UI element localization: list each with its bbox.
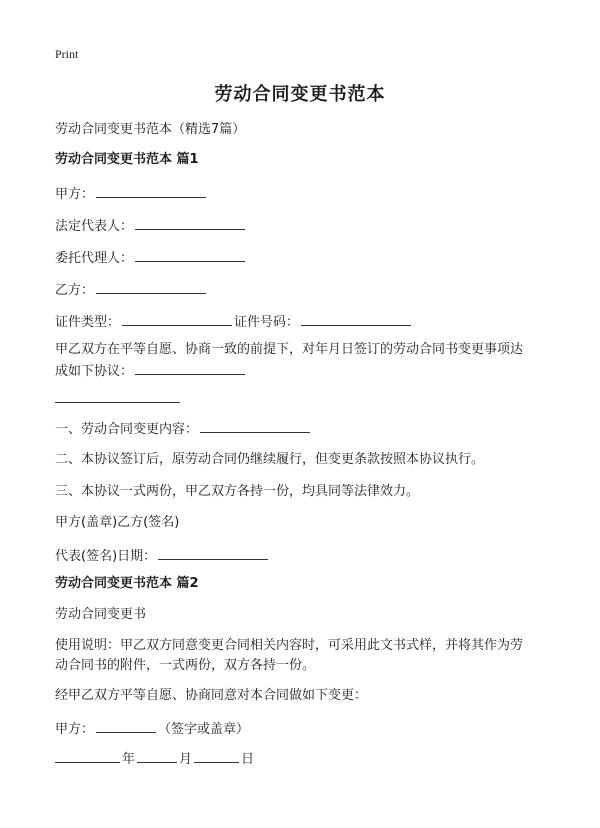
id-type-blank[interactable] [122, 311, 232, 326]
section-1-heading: 劳动合同变更书范本 篇1 [55, 152, 199, 167]
id-number-blank[interactable] [301, 311, 411, 326]
party-a-line [55, 183, 208, 205]
rep-date-label: 代表(签名)日期： [55, 549, 157, 564]
item-1-line [55, 418, 312, 440]
usage-line-1: 使用说明：甲乙双方同意变更合同相关内容时，可采用此文书式样，并将其作为劳 [55, 638, 524, 653]
party-b-label: 乙方： [55, 283, 95, 298]
month-blank[interactable] [137, 748, 177, 763]
print-link[interactable]: Print [55, 47, 79, 61]
party-b-blank[interactable] [96, 279, 206, 294]
intro-blank-2[interactable] [55, 388, 180, 403]
intro-line-2 [55, 360, 247, 382]
sign-line: 甲方(盖章)乙方(签名) [55, 515, 180, 530]
id-number-label: 证件号码： [234, 315, 300, 330]
day-label: 日 [241, 752, 255, 767]
month-label: 月 [179, 752, 193, 767]
section-2-party-a-line [55, 718, 249, 740]
document-title: 劳动合同变更书范本 [214, 84, 386, 105]
section-2-party-a-label: 甲方： [55, 722, 95, 737]
party-a-blank[interactable] [96, 183, 206, 198]
section-2-party-a-blank[interactable] [96, 718, 156, 733]
agent-label: 委托代理人： [55, 251, 134, 266]
intro-blank-line [55, 388, 182, 410]
intro-line-1: 甲乙双方在平等自愿、协商一致的前提下，对年月日签订的劳动合同书变更事项达 [55, 342, 524, 357]
section-2-doc-title: 劳动合同变更书 [55, 607, 147, 622]
item-3-line: 三、本协议一式两份，甲乙双方各持一份，均具同等法律效力。 [55, 484, 420, 499]
legal-rep-line [55, 215, 247, 237]
section-2-heading: 劳动合同变更书范本 篇2 [55, 576, 199, 591]
rep-date-line [55, 545, 270, 567]
usage-line-2: 动合同书的附件，一式两份，双方各持一份。 [55, 658, 316, 673]
item-2-line: 二、本协议签订后，原劳动合同仍继续履行，但变更条款按照本协议执行。 [55, 452, 485, 467]
agree-line: 经甲乙双方平等自愿、协商同意对本合同做如下变更： [55, 688, 368, 703]
party-b-line [55, 279, 208, 301]
legal-rep-label: 法定代表人： [55, 219, 134, 234]
date-line [55, 748, 254, 770]
year-label: 年 [122, 752, 136, 767]
intro-blank-1[interactable] [135, 360, 245, 375]
day-blank[interactable] [194, 748, 239, 763]
item-1-blank[interactable] [200, 418, 310, 433]
agent-blank[interactable] [135, 247, 245, 262]
agent-line [55, 247, 247, 269]
rep-date-blank[interactable] [158, 545, 268, 560]
id-type-label: 证件类型： [55, 315, 121, 330]
intro-line-2-text: 成如下协议： [55, 364, 134, 379]
year-blank[interactable] [55, 748, 120, 763]
party-a-label: 甲方： [55, 187, 95, 202]
sign-note: （签字或盖章） [158, 722, 250, 737]
item-1-label: 一、劳动合同变更内容： [55, 422, 199, 437]
id-line [55, 311, 413, 333]
document-subtitle: 劳动合同变更书范本（精选7篇） [55, 122, 246, 137]
legal-rep-blank[interactable] [135, 215, 245, 230]
